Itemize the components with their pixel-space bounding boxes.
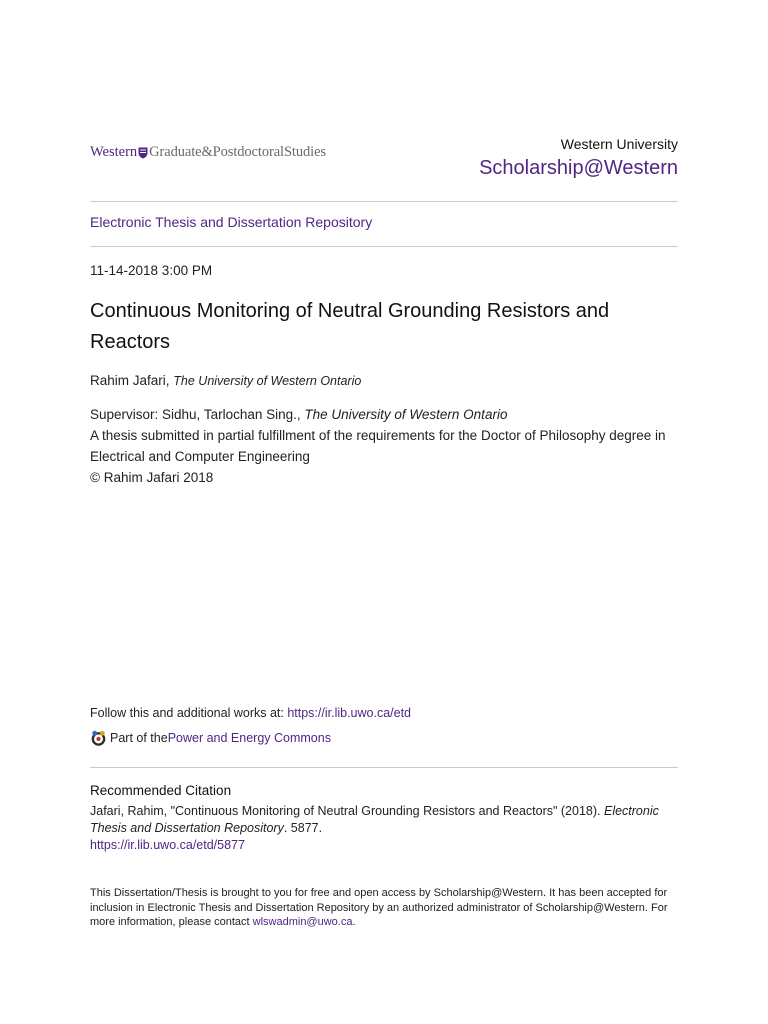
- citation-number: . 5877.: [283, 821, 323, 835]
- cover-page: [90, 0, 678, 1024]
- logo-subtitle: Graduate&PostdoctoralStudies: [149, 144, 326, 160]
- etd-collection-link[interactable]: https://ir.lib.uwo.ca/etd: [287, 706, 412, 720]
- university-name: Western University: [560, 136, 678, 152]
- follow-text: Follow this and additional works at:: [90, 706, 288, 720]
- defense-date: 11-14-2018 3:00 PM: [90, 263, 213, 278]
- scholarship-western-link[interactable]: Scholarship@Western: [479, 157, 678, 179]
- citation-link[interactable]: https://ir.lib.uwo.ca/etd/5877: [90, 838, 245, 852]
- citation-text: Jafari, Rahim, "Continuous Monitoring of Neutral Grounding Resistors and Reactors" (2018).: [90, 804, 604, 818]
- divider: [90, 767, 678, 768]
- copyright-line: © Rahim Jafari 2018: [90, 470, 214, 485]
- logo-brand: Western: [90, 144, 138, 160]
- network-commons-icon: [90, 729, 107, 747]
- repository-link[interactable]: Electronic Thesis and Dissertation Repository: [90, 214, 373, 230]
- access-notice-text: This Dissertation/Thesis is brought to you for free and open access by Scholarship@Western. It has been accepted for inclusion in Electronic Thesis and Dissertation Repository by an authorized administrator of Scholarship@Western. For more information, please contact: [90, 887, 668, 928]
- contact-email-link[interactable]: wlswadmin@uwo.ca: [252, 916, 353, 928]
- thesis-info: [90, 404, 678, 488]
- author-affiliation: The University of Western Ontario: [173, 374, 362, 388]
- part-of-text: Part of the: [110, 731, 168, 745]
- divider: [90, 201, 678, 202]
- thesis-title: Continuous Monitoring of Neutral Grounding Resistors and Reactors: [90, 300, 610, 353]
- supervisor-label: Supervisor: Sidhu, Tarlochan Sing.,: [90, 407, 305, 422]
- author-name: Rahim Jafari,: [90, 373, 174, 388]
- access-notice: [90, 886, 678, 930]
- supervisor-affiliation: The University of Western Ontario: [304, 407, 508, 422]
- citation-block: [90, 803, 678, 854]
- supervisor-line: [90, 404, 678, 425]
- thesis-statement: A thesis submitted in partial fulfillment of the requirements for the Doctor of Philosophy degree in Electrical and Computer Engineering: [90, 428, 666, 464]
- divider: [90, 246, 678, 247]
- recommended-citation-heading: Recommended Citation: [90, 783, 232, 798]
- follow-line: [90, 706, 411, 720]
- western-crest-icon: [138, 147, 148, 159]
- access-notice-end: .: [352, 916, 356, 928]
- western-graduate-logo[interactable]: [90, 144, 326, 161]
- author-line: [90, 373, 361, 388]
- power-energy-commons-link[interactable]: Power and Energy Commons: [167, 731, 331, 745]
- part-of-line: [90, 729, 331, 747]
- citation-journal: Electronic Thesis and Dissertation Repository: [90, 804, 659, 835]
